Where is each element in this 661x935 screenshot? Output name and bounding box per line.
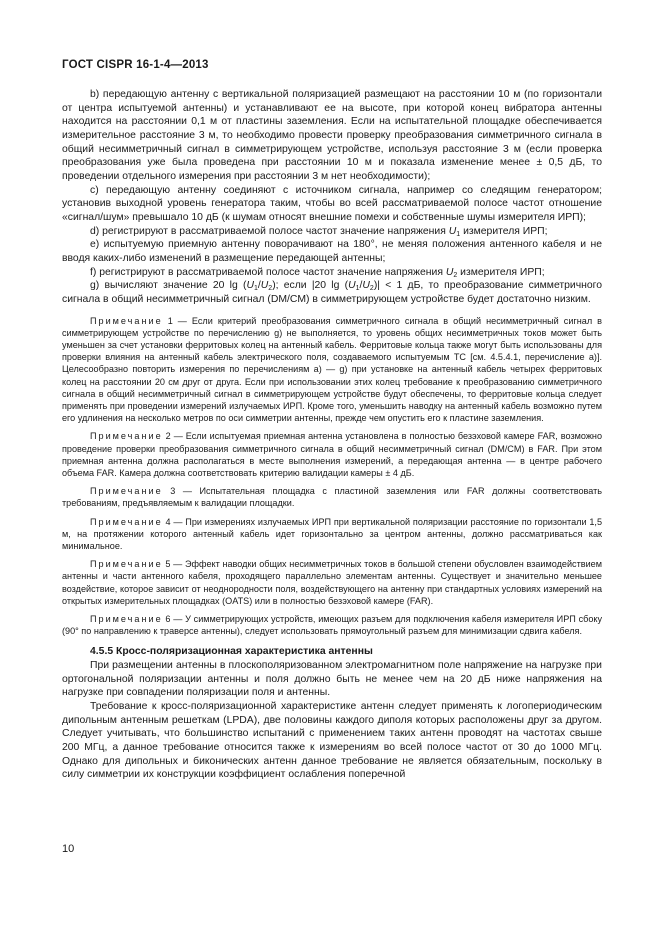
note-text: 1 — Если критерий преобразования симметричного сигнала в общий несимметричный сигнал в симметрирующем устройстве по перечислению g) не выполняется, то уровень общих несимметричных токов может быть уменьшен за счет установки ферритовых колец на антенный кабель. Ферритовые кольца также могут быть использованы для проверки влияния на антенный кабель электрического поля, создаваемого испытуемым ТС [см. 4.5.4.1, перечисление a)]. Целесообразно повторить измерения по перечислениям a) — g) при установке на антенный кабель четырех ферритовых колец на расстоянии 20 см друг от друга. Если при использовании этих колец требование к преобразованию симметричного сигнала в общий несимметричный сигнал в симметрирующем устройстве будут обеспечены, то ферритовые кольца следует применять при проведении измерений излучаемых ИРП. Кроме того, уменьшить наводку на антенный кабель возможно путем его удлинения на несколько метров по оси симметрии антенны, прежде чем опустить его к пластине заземления.	[62, 315, 603, 424]
voltage-symbol: U	[362, 280, 370, 292]
item-f-text: f) регистрируют в рассматриваемой полосе частот значение напряжения	[90, 266, 443, 278]
item-d-text: d) регистрируют в рассматриваемой полосе частот значение напряжения	[90, 225, 446, 237]
page-number: 10	[62, 843, 75, 855]
item-f	[62, 266, 602, 280]
voltage-subscript: 2	[453, 271, 458, 279]
item-g	[62, 279, 602, 306]
item-d-text-end: измерителя ИРП;	[463, 225, 548, 237]
voltage-subscript: 1	[456, 230, 461, 238]
voltage-symbol: U	[448, 225, 457, 237]
note-label: Примечание	[90, 613, 163, 624]
note-text: 5 — Эффект наводки общих несимметричных токов в большой степени обусловлен взаимодействием антенны и части антенного кабеля, проходящего параллельно элементам антенны. Существует и значительно меньшее воздействие, которое зависит от неоднородности поля, воздействующего на антенну при стандартных условиях измерений на открытых измерительных площадках (OATS) или в полностью безэховой камере (FAR).	[62, 559, 602, 606]
item-g-text: g) вычисляют значение 20 lg (	[90, 280, 247, 292]
note-2	[62, 430, 602, 479]
voltage-symbol: U	[445, 266, 454, 278]
note-text: 6 — У симметрирующих устройств, имеющих разъем для подключения кабеля измерителя ИРП сбоку (90° по направлению к траверсе антенны), следует использовать прямоугольный разъем для минимизации сдвига кабеля.	[62, 613, 603, 637]
item-c: c) передающую антенну соединяют с источником сигнала, например со следящим генератором; установив выходной уровень генератора таким, чтобы во всей рассматриваемой полосе частот отношение «сигнал/шум» превышало 10 дБ (к шумам относят внешние помехи и собственные шумы измерителя ИРП);	[62, 184, 602, 223]
section-paragraph-1: При размещении антенны в плоскополяризованном электромагнитном поле напряжение на нагрузке при ортогональной поляризации антенны и поля должно быть не менее чем на 20 дБ ниже напряжения на нагрузке при совпадении поляризации поля и антенны.	[62, 660, 602, 699]
section-heading: 4.5.5 Кросс-поляризационная характеристика антенны	[90, 646, 373, 658]
note-5	[62, 558, 602, 607]
voltage-symbol: U	[260, 280, 269, 292]
fraction-slash: /	[257, 280, 261, 292]
item-b: b) передающую антенну с вертикальной поляризацией размещают на расстоянии 10 м (по горизонтали от центра испытуемой антенны) и устанавливают ее на высоте, при которой конец вибратора антенны находится на расстоянии 0,1 м от пластины заземления. Если на испытательной площадке обеспечивается измерительное расстояние 3 м, то необходимо провести проверку преобразования симметричного сигнала в общий несимметричный сигнал в симметрирующем устройстве, используя расстояние 3 м (если проверка преобразования уже была проведена при расстоянии 10 м и показала изменение менее ± 0,5 дБ, то проведении отдельного измерения при расстоянии 3 м нет необходимости);	[62, 89, 602, 182]
note-label: Примечание	[90, 486, 163, 497]
voltage-subscript: 1	[355, 285, 360, 293]
note-label: Примечание	[90, 516, 163, 527]
voltage-subscript: 1	[253, 285, 258, 293]
note-4	[62, 516, 602, 553]
voltage-subscript: 2	[369, 285, 374, 293]
note-text: 3 — Испытательная площадка с пластиной заземления или FAR должны соответствовать требованиям, предъявляемым к валидации площадки.	[62, 486, 603, 509]
item-g-text: ); если |20 lg (	[272, 280, 349, 292]
note-text: 2 — Если испытуемая приемная антенна установлена в полностью безэховой камере FAR, возможно проведение проверки преобразования симметричного сигнала в общий несимметричный сигнал (DM/CM) в FAR. При этом приемная антенна должна располагаться в месте выполнения измерений, а передающая антенна — в центре рабочего объема FAR. Камера должна соответствовать критерию валидации камеры ± 4 дБ.	[62, 431, 603, 478]
note-3	[62, 485, 602, 509]
page-content	[62, 88, 602, 782]
fraction-slash: /	[359, 280, 363, 292]
standard-header: ГОСТ CISPR 16-1-4—2013	[62, 59, 209, 71]
note-1	[62, 315, 602, 425]
section-paragraph-2: Требование к кросс-поляризационной характеристике антенн следует применять к логопериодическим дипольным антенным решеткам (LPDA), две половины каждого диполя которых расположены друг за другом. Следует учитывать, что большинство испытаний с применением таких антенн проводят на частотах свыше 200 МГц, а данное требование относится также к измерениям во всей полосе частот от 30 до 1000 МГц. Однако для дипольных и биконических антенн данное требование не является обязательным, поскольку в силу симметрии их конструкции коэффициент ослабления поперечной	[62, 701, 602, 781]
voltage-symbol: U	[348, 280, 356, 292]
note-label: Примечание	[90, 431, 163, 442]
item-f-text-end: измерителя ИРП;	[460, 266, 545, 278]
note-label: Примечание	[90, 559, 163, 570]
item-g-text-end: )| < 1 дБ, то преобразование симметричного сигнала в общий несимметричный сигнал (DM/CM) в симметрирующем устройстве будет достаточно низким.	[62, 280, 602, 305]
voltage-symbol: U	[246, 280, 254, 292]
voltage-subscript: 2	[268, 285, 273, 293]
note-label: Примечание	[90, 315, 163, 326]
note-text: 4 — При измерениях излучаемых ИРП при вертикальной поляризации расстояние по горизонтали 1,5 м, на протяжении которого антенный кабель идет горизонтально за центром антенны, должно рассматриваться как минимальное.	[62, 516, 602, 551]
item-e: e) испытуемую приемную антенну поворачивают на 180°, не меняя положения антенного кабеля и не вводя каких-либо изменений в размещение передающей антенны;	[62, 239, 602, 264]
note-6	[62, 613, 602, 637]
item-d	[62, 225, 602, 239]
